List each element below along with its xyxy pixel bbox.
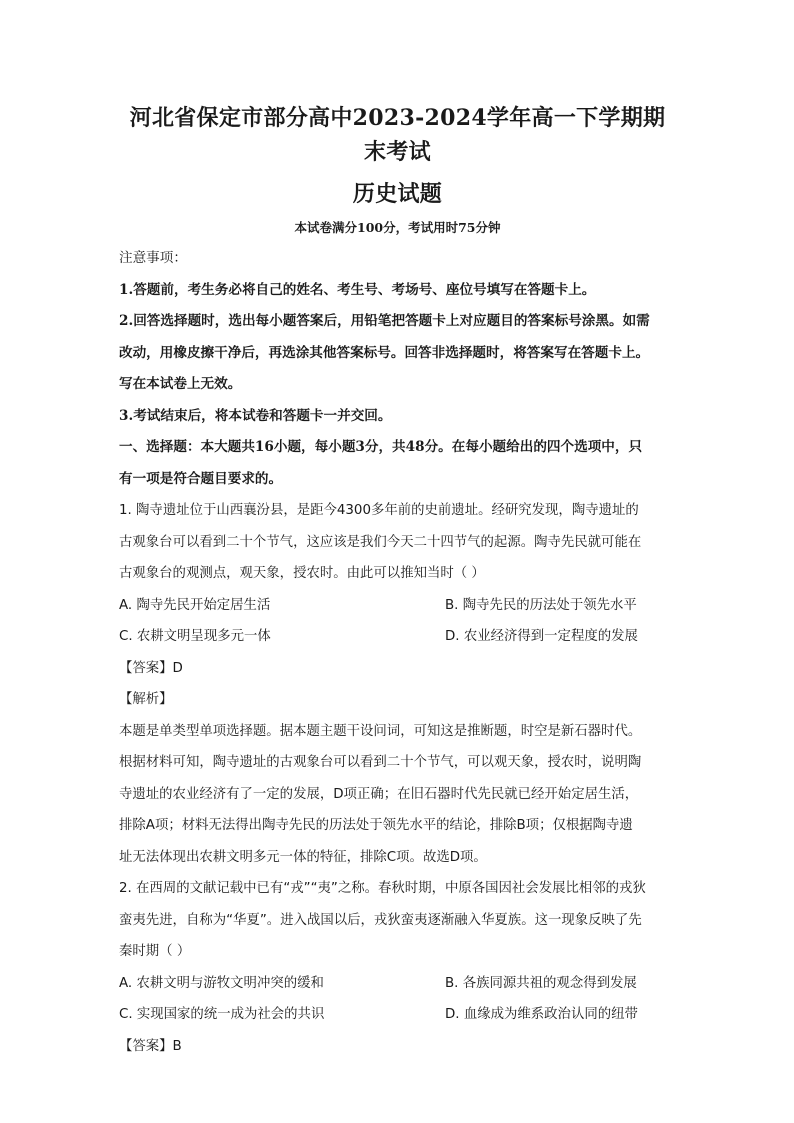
answer-line: 【答案】B [119, 1038, 182, 1054]
option-d: D. 血缘成为维系政治认同的纽带 [445, 1007, 638, 1022]
question-stem-line: 古观象台的观测点，观天象，授农时。由此可以推知当时（ ） [119, 566, 485, 581]
question-stem-line: 古观象台可以看到二十个节气，这应该是我们今天二十四节气的起源。陶寺先民就可能在 [119, 534, 642, 550]
option-b: B. 各族同源共祖的观念得到发展 [445, 975, 637, 991]
notes-section [119, 243, 676, 432]
question-2 [119, 873, 676, 1062]
option-c: C. 实现国家的统一成为社会的共识 [119, 1007, 325, 1022]
analysis-line: 根据材料可知，陶寺遗址的古观象台可以看到二十个节气，可以观天象，授农时，说明陶 [119, 755, 642, 770]
question-1 [119, 495, 676, 873]
analysis-label: 【解析】 [119, 692, 173, 707]
question-stem-line: 秦时期（ ） [119, 944, 191, 959]
question-options [119, 968, 676, 1031]
question-stem-line: 2. 在西周的文献记载中已有“戎”“夷”之称。春秋时期，中原各国因社会发展比相邻的戎狄 [119, 881, 646, 896]
exam-duration-note: 本试卷满分100分，考试用时75分钟 [294, 220, 501, 235]
question-stem-line: 1. 陶寺遗址位于山西襄汾县，是距今4300多年前的史前遗址。经研究发现，陶寺遗址的 [119, 503, 639, 518]
exam-subject-title: 历史试题 [352, 181, 443, 207]
option-a: A. 农耕文明与游牧文明冲突的缓和 [119, 975, 324, 991]
analysis-line: 址无法体现出农耕文明多元一体的特征，排除C项。故选D项。 [119, 849, 487, 865]
notes-heading: 注意事项： [119, 250, 187, 266]
section-heading [119, 432, 676, 495]
analysis-line: 寺遗址的农业经济有了一定的发展，D项正确；在旧石器时代先民就已经开始定居生活， [119, 786, 639, 802]
option-c: C. 农耕文明呈现多元一体 [119, 629, 271, 644]
note-line: 2.回答选择题时，选出每小题答案后，用铅笔把答题卡上对应题目的答案标号涂黑。如需 [119, 313, 650, 329]
exam-title: 河北省保定市部分高中2023-2024学年高一下学期期末考试 [129, 105, 666, 165]
note-line: 改动，用橡皮擦干净后，再选涂其他答案标号。回答非选择题时，将答案写在答题卡上。 [119, 344, 650, 361]
note-line: 1.答题前，考生务必将自己的姓名、考生号、考场号、座位号填写在答题卡上。 [119, 281, 596, 298]
analysis-line: 排除A项；材料无法得出陶寺先民的历法处于领先水平的结论，排除B项；仅根据陶寺遗 [119, 818, 633, 833]
question-stem-line: 蛮夷先进，自称为“华夏”。进入战国以后，戎狄蛮夷逐渐融入华夏族。这一现象反映了先 [119, 912, 642, 928]
option-b: B. 陶寺先民的历法处于领先水平 [445, 597, 637, 613]
question-options [119, 590, 676, 653]
option-d: D. 农业经济得到一定程度的发展 [445, 629, 638, 644]
analysis-line: 本题是单类型单项选择题。据本题主题干设问词，可知这是推断题，时空是新石器时代。 [119, 723, 642, 739]
section-heading-line: 一、选择题：本大题共16小题，每小题3分，共48分。在每小题给出的四个选项中，只 [119, 439, 643, 455]
option-a: A. 陶寺先民开始定居生活 [119, 597, 271, 613]
note-line: 写在本试卷上无效。 [119, 376, 242, 392]
section-heading-line: 有一项是符合题目要求的。 [119, 470, 283, 487]
note-line: 3.考试结束后，将本试卷和答题卡一并交回。 [119, 407, 392, 424]
answer-line: 【答案】D [119, 660, 183, 676]
